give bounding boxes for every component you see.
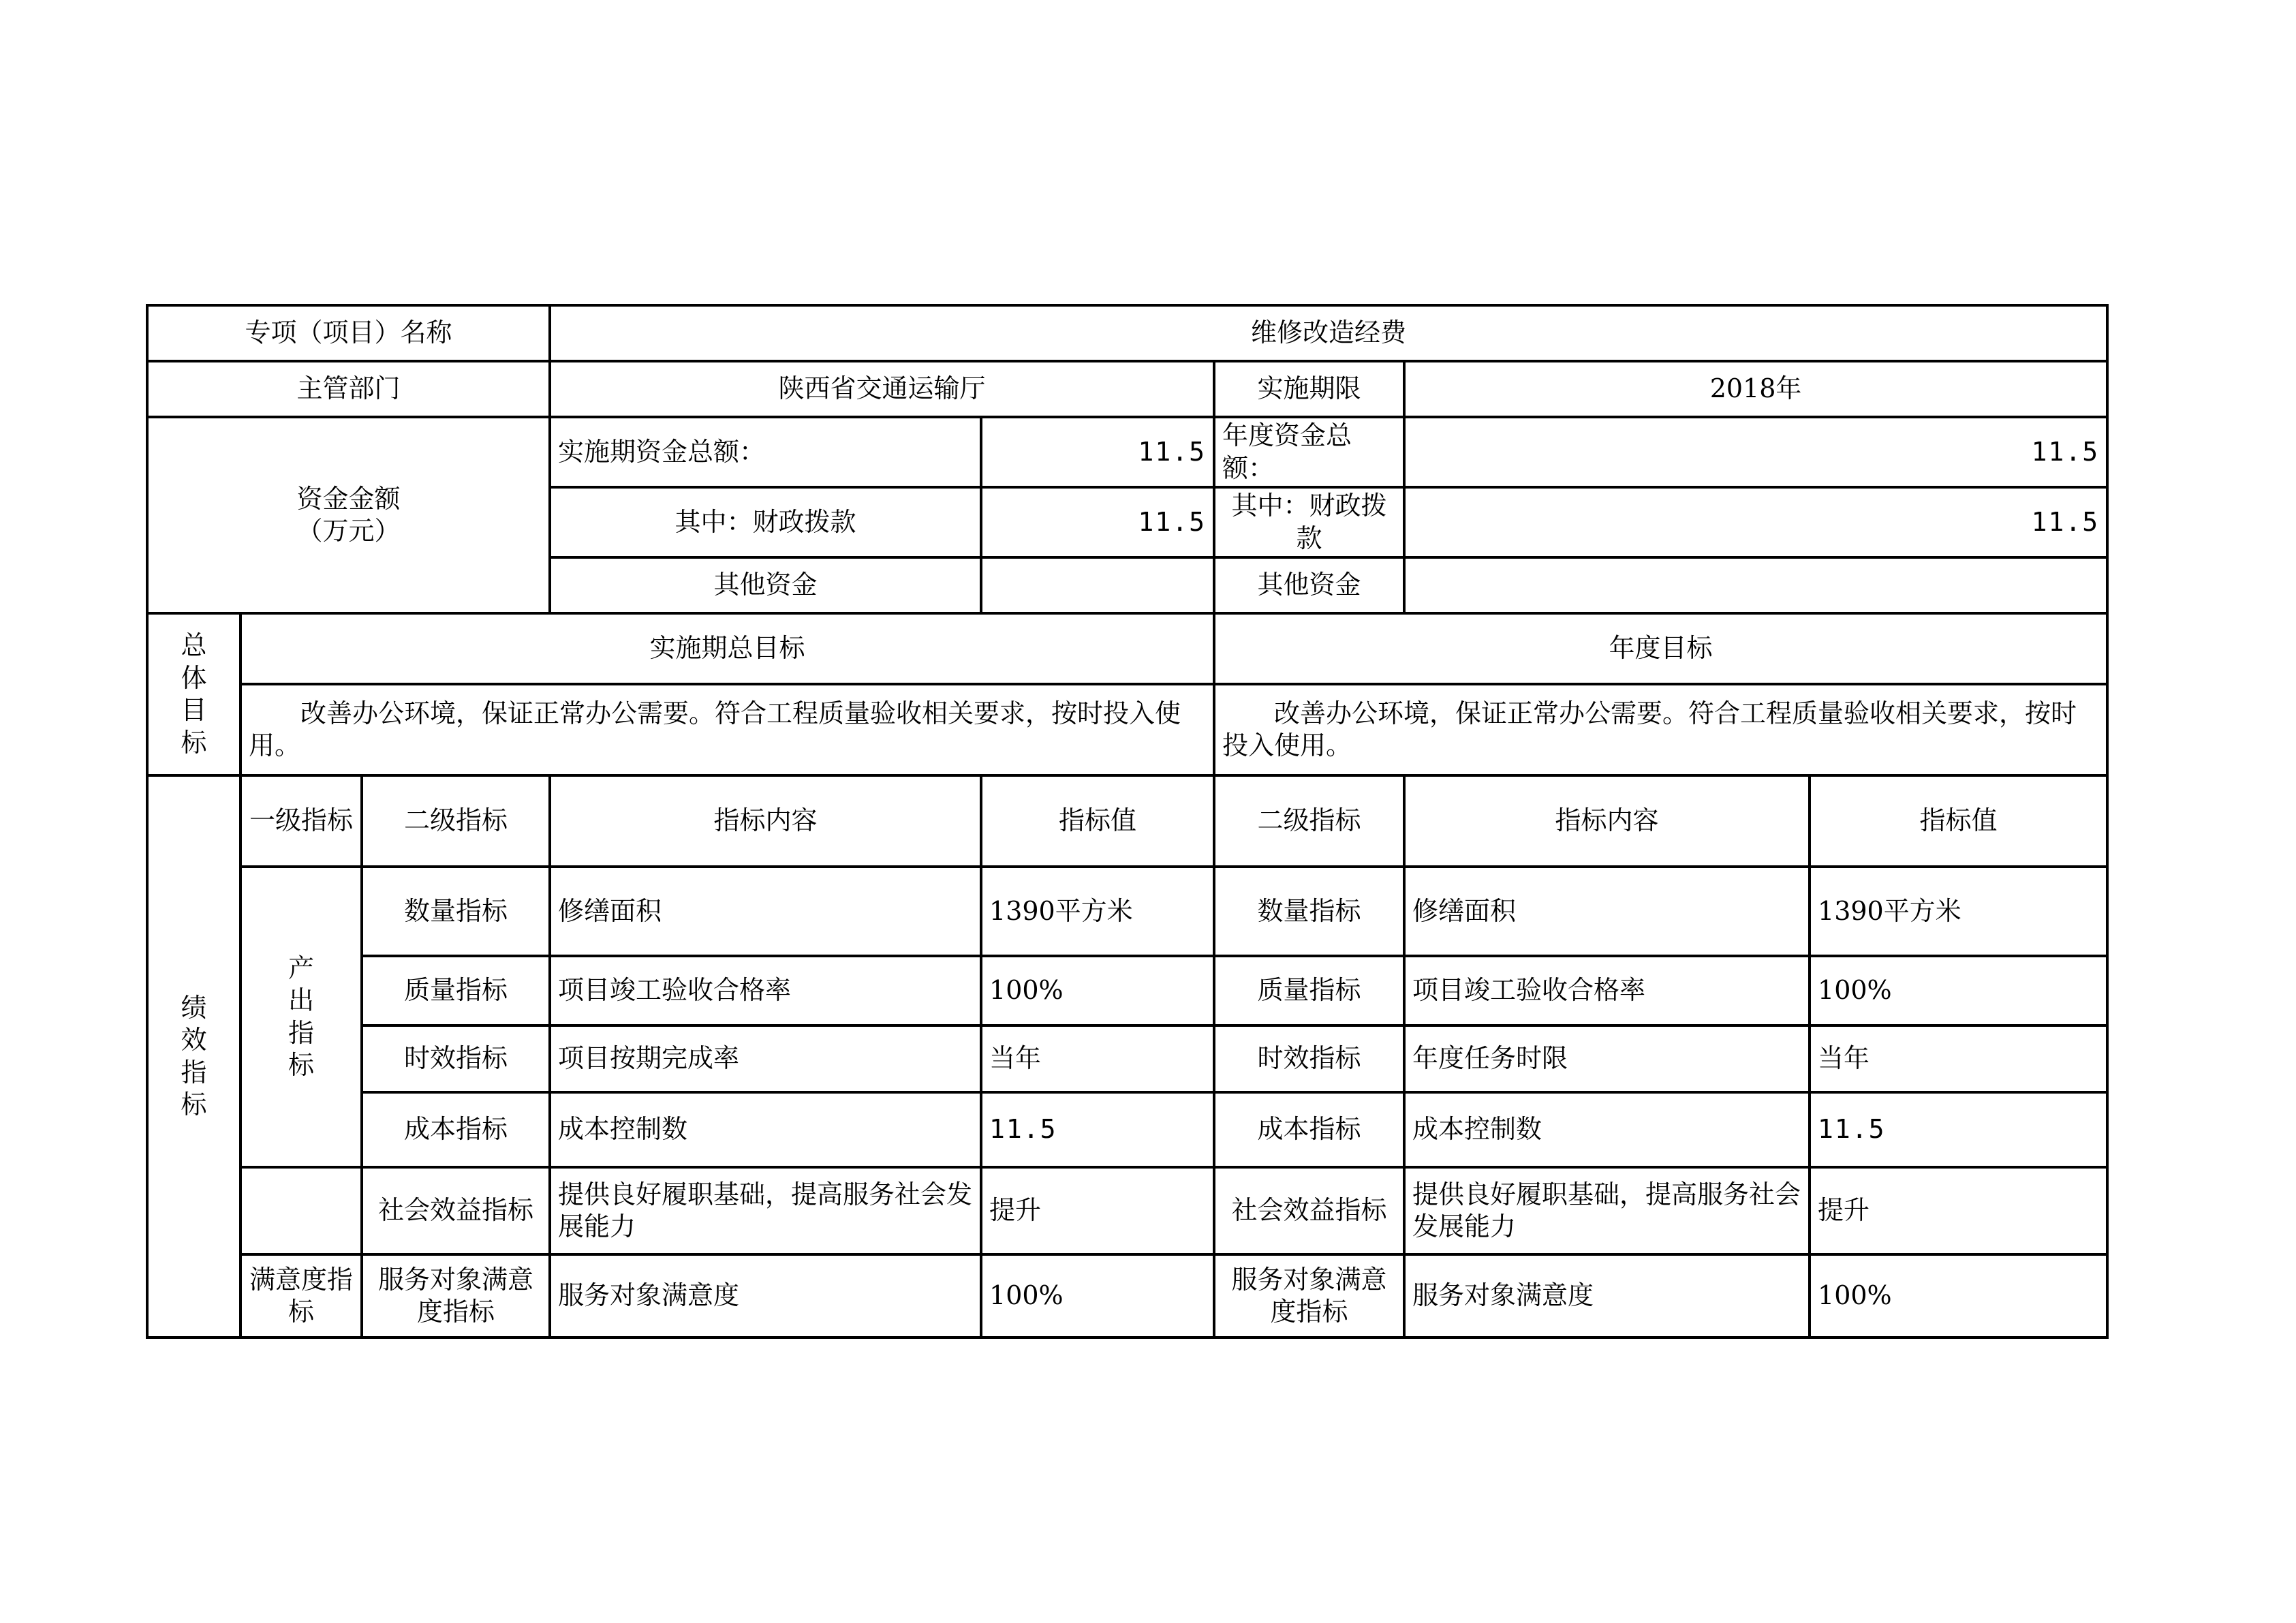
value-cell: 11.5 [981,1092,1214,1167]
period-value: 2018年 [1404,361,2107,417]
content-cell: 成本控制数 [550,1092,981,1167]
value-cell-annual: 100% [1810,956,2107,1025]
impl-fiscal-label: 其中：财政拨款 [550,487,981,557]
social-benefit-row [147,1167,2107,1254]
value-cell: 100% [981,956,1214,1025]
header-level2-annual: 二级指标 [1214,775,1404,867]
output-label-char: 出 [288,985,314,1015]
level2-cell-annual: 数量指标 [1214,867,1404,956]
content-cell: 修缮面积 [550,867,981,956]
content-cell-annual: 成本控制数 [1404,1092,1810,1167]
value-cell-annual: 当年 [1810,1025,2107,1092]
performance-side-char: 标 [181,1089,207,1119]
funds-total-row [147,417,2107,487]
period-label: 实施期限 [1214,361,1404,417]
content-cell: 服务对象满意度 [550,1254,981,1338]
performance-header-row [147,775,2107,867]
header-value-annual: 指标值 [1810,775,2107,867]
header-level2: 二级指标 [362,775,550,867]
level2-cell-annual: 时效指标 [1214,1025,1404,1092]
annual-fiscal-value: 11.5 [1404,487,2107,557]
table-row [147,867,2107,956]
impl-total-value: 11.5 [981,417,1214,487]
satisfaction-row [147,1254,2107,1338]
performance-side-char: 指 [181,1057,207,1087]
content-cell-annual: 项目竣工验收合格率 [1404,956,1810,1025]
impl-fiscal-value: 11.5 [981,487,1214,557]
annual-goal-text: 改善办公环境，保证正常办公需要。符合工程质量验收相关要求，按时投入使用。 [1214,684,2107,775]
performance-side-char: 绩 [181,992,207,1023]
performance-side-char: 效 [181,1025,207,1055]
department-row [147,361,2107,417]
impl-goal-header: 实施期总目标 [241,613,1214,684]
value-cell-annual: 提升 [1810,1167,2107,1254]
goals-header-row [147,613,2107,684]
content-cell-annual: 提供良好履职基础，提高服务社会发展能力 [1404,1167,1810,1254]
goals-text-row [147,684,2107,775]
annual-goal-header: 年度目标 [1214,613,2107,684]
performance-side-label [147,775,241,1338]
value-cell: 提升 [981,1167,1214,1254]
project-name-label: 专项（项目）名称 [147,305,550,361]
annual-other-label: 其他资金 [1214,557,1404,613]
output-indicator-label [241,867,362,1167]
header-content-annual: 指标内容 [1404,775,1810,867]
impl-other-value [981,557,1214,613]
impl-goal-text: 改善办公环境，保证正常办公需要。符合工程质量验收相关要求，按时投入使用。 [241,684,1214,775]
annual-other-value [1404,557,2107,613]
content-cell: 提供良好履职基础，提高服务社会发展能力 [550,1167,981,1254]
funds-label-line1: 资金金额 [296,483,401,514]
value-cell: 100% [981,1254,1214,1338]
value-cell: 当年 [981,1025,1214,1092]
header-level1: 一级指标 [241,775,362,867]
funds-label [147,417,550,613]
level2-cell-annual: 质量指标 [1214,956,1404,1025]
annual-total-value: 11.5 [1404,417,2107,487]
social-level1-empty [241,1167,362,1254]
table-row [147,1092,2107,1167]
level2-cell: 时效指标 [362,1025,550,1092]
content-cell-annual: 年度任务时限 [1404,1025,1810,1092]
goals-side-char: 总 [181,630,207,660]
goals-side-char: 体 [181,662,207,693]
department-value: 陕西省交通运输厅 [550,361,1214,417]
level1-cell: 满意度指标 [241,1254,362,1338]
department-label: 主管部门 [147,361,550,417]
level2-cell: 服务对象满意度指标 [362,1254,550,1338]
project-name-value: 维修改造经费 [550,305,2107,361]
value-cell-annual: 1390平方米 [1810,867,2107,956]
header-content: 指标内容 [550,775,981,867]
value-cell-annual: 11.5 [1810,1092,2107,1167]
funds-label-line2: （万元） [296,516,401,546]
impl-other-label: 其他资金 [550,557,981,613]
level2-cell: 成本指标 [362,1092,550,1167]
value-cell-annual: 100% [1810,1254,2107,1338]
annual-total-label: 年度资金总额： [1214,417,1404,487]
level2-cell-annual: 服务对象满意度指标 [1214,1254,1404,1338]
output-label-char: 指 [288,1017,314,1048]
table-row [147,956,2107,1025]
value-cell: 1390平方米 [981,867,1214,956]
goals-side-char: 标 [181,727,207,758]
project-name-row [147,305,2107,361]
header-value: 指标值 [981,775,1214,867]
content-cell-annual: 修缮面积 [1404,867,1810,956]
level2-cell-annual: 社会效益指标 [1214,1167,1404,1254]
content-cell-annual: 服务对象满意度 [1404,1254,1810,1338]
level2-cell-annual: 成本指标 [1214,1092,1404,1167]
output-label-char: 标 [288,1050,314,1080]
output-label-char: 产 [288,953,314,983]
content-cell: 项目竣工验收合格率 [550,956,981,1025]
goals-side-char: 目 [181,695,207,725]
annual-fiscal-label: 其中：财政拨款 [1214,487,1404,557]
level2-cell: 数量指标 [362,867,550,956]
level2-cell: 社会效益指标 [362,1167,550,1254]
impl-total-label: 实施期资金总额： [550,417,981,487]
table-row [147,1025,2107,1092]
level2-cell: 质量指标 [362,956,550,1025]
goals-side-label [147,613,241,775]
performance-target-table [146,304,2109,1339]
content-cell: 项目按期完成率 [550,1025,981,1092]
